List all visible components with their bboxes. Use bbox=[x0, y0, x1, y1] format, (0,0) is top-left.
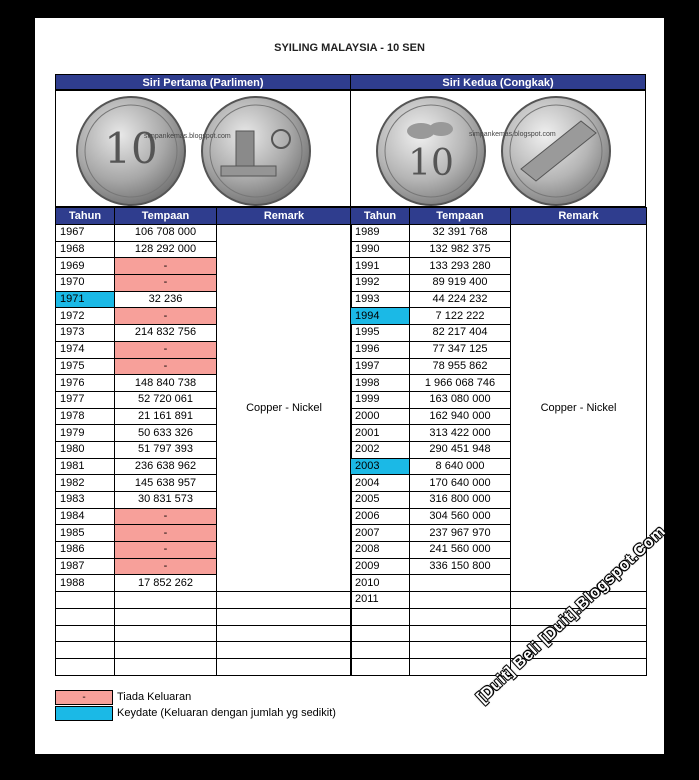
column-header-remark: Remark bbox=[217, 208, 352, 225]
mintage-cell: 304 560 000 bbox=[410, 508, 511, 525]
year-cell bbox=[56, 592, 115, 609]
mintage-cell: - bbox=[115, 341, 217, 358]
year-cell: 2006 bbox=[351, 508, 410, 525]
column-header-year: Tahun bbox=[56, 208, 115, 225]
year-cell bbox=[351, 625, 410, 642]
year-cell: 1993 bbox=[351, 291, 410, 308]
mintage-cell: 214 832 756 bbox=[115, 325, 217, 342]
year-cell: 1990 bbox=[351, 241, 410, 258]
year-cell: 1997 bbox=[351, 358, 410, 375]
coin-reverse-image bbox=[202, 97, 310, 205]
document-sheet bbox=[35, 18, 669, 754]
mintage-cell: 21 161 891 bbox=[115, 408, 217, 425]
year-cell: 1971 bbox=[56, 291, 115, 308]
mintage-cell bbox=[115, 642, 217, 659]
year-cell: 1974 bbox=[56, 341, 115, 358]
year-cell: 1969 bbox=[56, 258, 115, 275]
series1-heading: Siri Pertama (Parlimen) bbox=[55, 74, 351, 90]
mintage-cell: 313 422 000 bbox=[410, 425, 511, 442]
table-row bbox=[56, 592, 352, 609]
mintage-cell: 77 347 125 bbox=[410, 341, 511, 358]
year-cell bbox=[56, 625, 115, 642]
mintage-cell bbox=[115, 658, 217, 675]
mintage-cell: 32 391 768 bbox=[410, 225, 511, 242]
mintage-cell: 148 840 738 bbox=[115, 375, 217, 392]
mintage-cell: - bbox=[115, 558, 217, 575]
year-cell: 1968 bbox=[56, 241, 115, 258]
year-cell bbox=[56, 658, 115, 675]
mintage-cell: 237 967 970 bbox=[410, 525, 511, 542]
year-cell: 1985 bbox=[56, 525, 115, 542]
mintage-cell: 170 640 000 bbox=[410, 475, 511, 492]
svg-text:10: 10 bbox=[408, 143, 454, 184]
legend-label-no-issue: Tiada Keluaran bbox=[117, 691, 192, 703]
mintage-cell: 82 217 404 bbox=[410, 325, 511, 342]
series2-heading: Siri Kedua (Congkak) bbox=[350, 74, 646, 90]
year-cell bbox=[351, 608, 410, 625]
mintage-cell: 132 982 375 bbox=[410, 241, 511, 258]
year-cell: 1978 bbox=[56, 408, 115, 425]
mintage-cell: 290 451 948 bbox=[410, 441, 511, 458]
coin-obverse-image bbox=[377, 97, 485, 205]
year-cell: 1996 bbox=[351, 341, 410, 358]
table-row bbox=[56, 658, 352, 675]
year-cell: 2002 bbox=[351, 441, 410, 458]
year-cell: 2010 bbox=[351, 575, 410, 592]
column-header-year: Tahun bbox=[351, 208, 410, 225]
series2-table bbox=[350, 207, 647, 676]
mintage-cell: 50 633 326 bbox=[115, 425, 217, 442]
mintage-cell: 145 638 957 bbox=[115, 475, 217, 492]
mintage-cell: 89 919 400 bbox=[410, 275, 511, 292]
legend-swatch-keydate bbox=[55, 706, 113, 721]
mintage-cell bbox=[410, 575, 511, 592]
year-cell: 1983 bbox=[56, 492, 115, 509]
mintage-cell: 163 080 000 bbox=[410, 391, 511, 408]
remark-cell: Copper - Nickel bbox=[511, 225, 647, 592]
year-cell: 1977 bbox=[56, 391, 115, 408]
mintage-cell: 128 292 000 bbox=[115, 241, 217, 258]
mintage-cell bbox=[410, 592, 511, 609]
year-cell: 2003 bbox=[351, 458, 410, 475]
year-cell: 1982 bbox=[56, 475, 115, 492]
series1-coin-photo bbox=[55, 90, 351, 207]
year-cell: 1984 bbox=[56, 508, 115, 525]
mintage-cell: 8 640 000 bbox=[410, 458, 511, 475]
year-cell bbox=[351, 658, 410, 675]
year-cell: 1991 bbox=[351, 258, 410, 275]
page-title: SYILING MALAYSIA - 10 SEN bbox=[274, 42, 425, 54]
year-cell: 1981 bbox=[56, 458, 115, 475]
year-cell bbox=[351, 642, 410, 659]
mintage-cell: 17 852 262 bbox=[115, 575, 217, 592]
mintage-cell: 78 955 862 bbox=[410, 358, 511, 375]
mintage-cell: 236 638 962 bbox=[115, 458, 217, 475]
year-cell: 1998 bbox=[351, 375, 410, 392]
mintage-cell: 241 560 000 bbox=[410, 542, 511, 559]
year-cell: 2011 bbox=[351, 592, 410, 609]
table-row bbox=[56, 642, 352, 659]
mintage-cell bbox=[115, 608, 217, 625]
mintage-cell: 32 236 bbox=[115, 291, 217, 308]
year-cell: 1976 bbox=[56, 375, 115, 392]
remark-cell bbox=[217, 642, 352, 659]
mintage-cell: 7 122 222 bbox=[410, 308, 511, 325]
svg-text:10: 10 bbox=[104, 124, 158, 173]
year-cell: 1980 bbox=[56, 441, 115, 458]
table-row bbox=[56, 225, 352, 242]
mintage-cell: 106 708 000 bbox=[115, 225, 217, 242]
mintage-cell bbox=[410, 608, 511, 625]
mintage-cell: - bbox=[115, 358, 217, 375]
mintage-cell: 316 800 000 bbox=[410, 492, 511, 509]
year-cell: 1999 bbox=[351, 391, 410, 408]
legend-label-keydate: Keydate (Keluaran dengan jumlah yg sedikit) bbox=[117, 707, 336, 719]
mintage-cell: - bbox=[115, 508, 217, 525]
coin-reverse-image bbox=[502, 97, 610, 205]
mintage-cell: - bbox=[115, 525, 217, 542]
table-row bbox=[56, 625, 352, 642]
year-cell: 1973 bbox=[56, 325, 115, 342]
coin-obverse-image bbox=[77, 97, 185, 205]
year-cell: 1975 bbox=[56, 358, 115, 375]
column-header-remark: Remark bbox=[511, 208, 647, 225]
series1-photo-watermark: simpankemas.blogspot.com bbox=[144, 133, 231, 140]
mintage-cell: 133 293 280 bbox=[410, 258, 511, 275]
mintage-cell: - bbox=[115, 258, 217, 275]
table-row bbox=[351, 642, 647, 659]
series1-table bbox=[55, 207, 352, 676]
blog-watermark: [Duit] Beli [Duit].Blogspot.Com bbox=[473, 522, 669, 707]
year-cell: 2005 bbox=[351, 492, 410, 509]
year-cell: 1986 bbox=[56, 542, 115, 559]
year-cell: 1988 bbox=[56, 575, 115, 592]
year-cell: 2009 bbox=[351, 558, 410, 575]
year-cell: 1994 bbox=[351, 308, 410, 325]
year-cell: 2004 bbox=[351, 475, 410, 492]
year-cell: 1970 bbox=[56, 275, 115, 292]
mintage-cell: 51 797 393 bbox=[115, 441, 217, 458]
mintage-cell: 52 720 061 bbox=[115, 391, 217, 408]
mintage-cell bbox=[410, 625, 511, 642]
mintage-cell: 1 966 068 746 bbox=[410, 375, 511, 392]
year-cell: 1972 bbox=[56, 308, 115, 325]
remark-cell bbox=[217, 608, 352, 625]
year-cell: 1989 bbox=[351, 225, 410, 242]
table-row bbox=[351, 608, 647, 625]
table-row bbox=[56, 608, 352, 625]
remark-cell bbox=[217, 625, 352, 642]
legend-swatch-no-issue: - bbox=[55, 690, 113, 705]
mintage-cell bbox=[410, 642, 511, 659]
remark-cell bbox=[217, 658, 352, 675]
mintage-cell bbox=[115, 592, 217, 609]
mintage-cell bbox=[115, 625, 217, 642]
mintage-cell: - bbox=[115, 275, 217, 292]
year-cell bbox=[56, 642, 115, 659]
year-cell: 1967 bbox=[56, 225, 115, 242]
mintage-cell: 336 150 800 bbox=[410, 558, 511, 575]
series2-coin-photo bbox=[350, 90, 646, 207]
year-cell: 1987 bbox=[56, 558, 115, 575]
year-cell: 1992 bbox=[351, 275, 410, 292]
mintage-cell: 44 224 232 bbox=[410, 291, 511, 308]
year-cell: 2001 bbox=[351, 425, 410, 442]
year-cell bbox=[56, 608, 115, 625]
column-header-mintage: Tempaan bbox=[410, 208, 511, 225]
mintage-cell: 30 831 573 bbox=[115, 492, 217, 509]
table-row bbox=[351, 225, 647, 242]
mintage-cell: 162 940 000 bbox=[410, 408, 511, 425]
remark-cell: Copper - Nickel bbox=[217, 225, 352, 592]
year-cell: 2007 bbox=[351, 525, 410, 542]
table-row bbox=[351, 625, 647, 642]
mintage-cell: - bbox=[115, 542, 217, 559]
remark-cell bbox=[217, 592, 352, 609]
year-cell: 2008 bbox=[351, 542, 410, 559]
column-header-mintage: Tempaan bbox=[115, 208, 217, 225]
year-cell: 1979 bbox=[56, 425, 115, 442]
year-cell: 2000 bbox=[351, 408, 410, 425]
year-cell: 1995 bbox=[351, 325, 410, 342]
mintage-cell: - bbox=[115, 308, 217, 325]
series2-photo-watermark: simpankemas.blogspot.com bbox=[469, 131, 556, 138]
